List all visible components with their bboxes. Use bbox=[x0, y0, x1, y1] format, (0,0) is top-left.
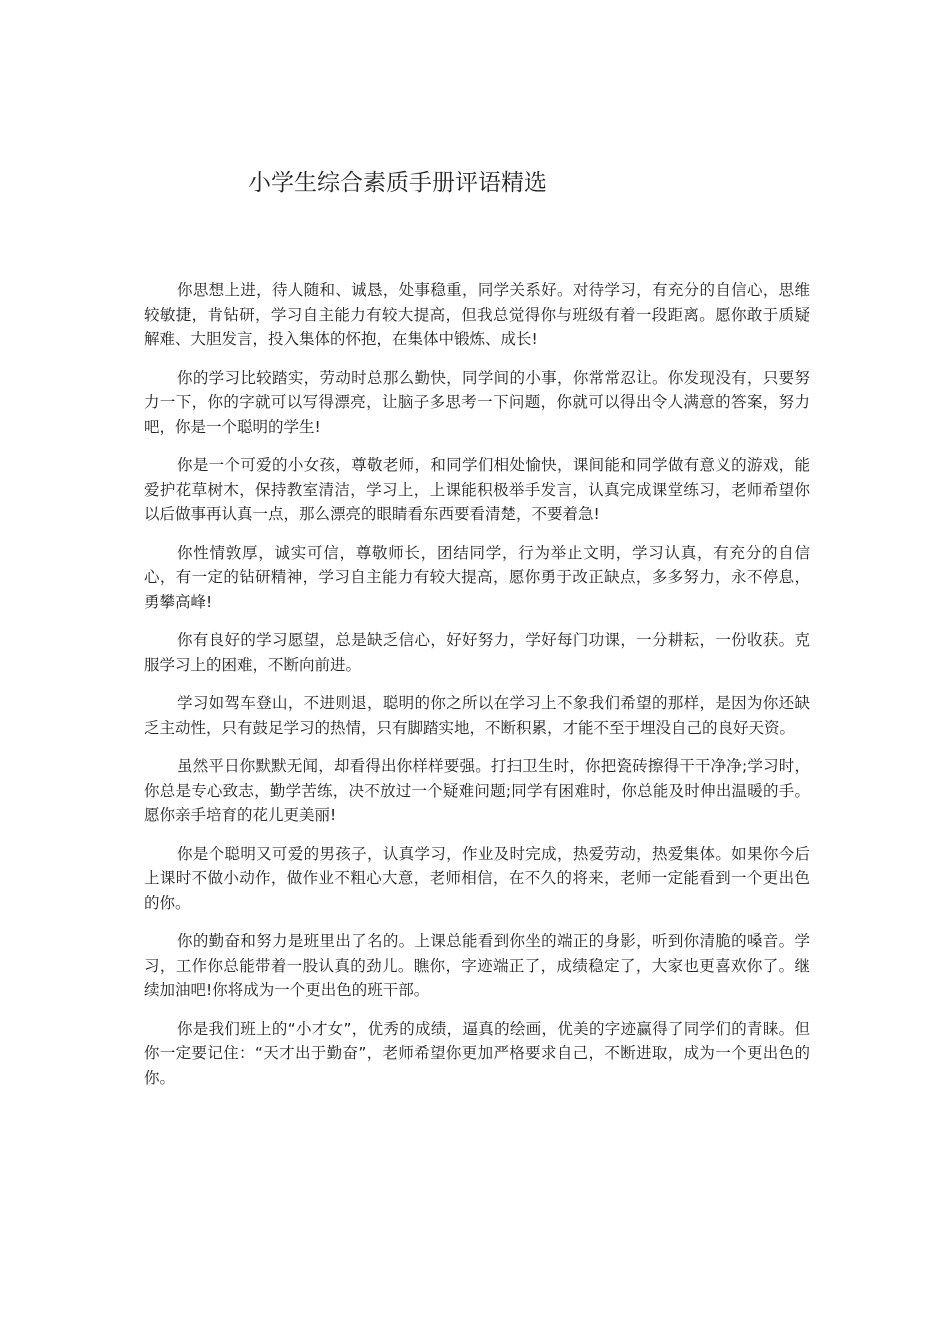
comment-paragraph-10: 你是我们班上的“小才女”，优秀的成绩，逼真的绘画，优美的字迹赢得了同学们的青睐。但你一定要记住：“天才出于勤奋”，老师希望你更加严格要求自己，不断进取，成为一个更出色的你。 bbox=[144, 1019, 810, 1087]
comment-paragraph-6: 学习如驾车登山，不进则退，聪明的你之所以在学习上不象我们希望的那样，是因为你还缺乏主动性，只有鼓足学习的热情，只有脚踏实地，不断积累，才能不至于埋没自己的良好天资。 bbox=[144, 694, 810, 737]
comment-paragraph-3: 你是一个可爱的小女孩，尊敬老师，和同学们相处愉快，课间能和同学做有意义的游戏，能爱护花草树木，保持教室清洁，学习上，上课能积极举手发言，认真完成课堂练习，老师希望你以后做事再认真一点，那么漂亮的眼睛看东西要看清楚，不要着急! bbox=[144, 456, 810, 523]
comment-paragraph-8: 你是个聪明又可爱的男孩子，认真学习，作业及时完成，热爱劳动，热爱集体。如果你今后上课时不做小动作，做作业不粗心大意，老师相信，在不久的将来，老师一定能看到一个更出色的你。 bbox=[144, 844, 810, 912]
comment-paragraph-5: 你有良好的学习愿望，总是缺乏信心，好好努力，学好每门功课，一分耕耘，一份收获。克服学习上的困难，不断向前进。 bbox=[144, 631, 810, 674]
comment-paragraph-9: 你的勤奋和努力是班里出了名的。上课总能看到你坐的端正的身影，听到你清脆的嗓音。学习，工作你总能带着一股认真的劲儿。瞧你，字迹端正了，成绩稳定了，大家也更喜欢你了。继续加油吧!你将成为一个更出色的班干部。 bbox=[144, 932, 810, 999]
comment-paragraph-1: 你思想上进，待人随和、诚恳，处事稳重，同学关系好。对待学习，有充分的自信心，思维较敏捷，肯钻研，学习自主能力有较大提高，但我总觉得你与班级有着一段距离。愿你敢于质疑解难、大胆发言，投入集体的怀抱，在集体中锻炼、成长! bbox=[144, 281, 810, 348]
page-title: 小学生综合素质手册评语精选 bbox=[248, 170, 547, 197]
comments-body bbox=[144, 278, 810, 1104]
comment-paragraph-7: 虽然平日你默默无闻，却看得出你样样要强。打扫卫生时，你把瓷砖擦得干干净净;学习时，你总是专心致志，勤学苦练，决不放过一个疑难问题;同学有困难时，你总能及时伸出温暖的手。愿你亲手培育的花儿更美丽! bbox=[144, 757, 810, 824]
comment-paragraph-2: 你的学习比较踏实，劳动时总那么勤快，同学间的小事，你常常忍让。你发现没有，只要努力一下，你的字就可以写得漂亮，让脑子多思考一下问题，你就可以得出令人满意的答案，努力吧，你是一个聪明的学生! bbox=[144, 368, 810, 436]
comment-paragraph-4: 你性情敦厚，诚实可信，尊敬师长，团结同学，行为举止文明，学习认真，有充分的自信心，有一定的钻研精神，学习自主能力有较大提高，愿你勇于改正缺点，多多努力，永不停息，勇攀高峰! bbox=[144, 543, 810, 611]
